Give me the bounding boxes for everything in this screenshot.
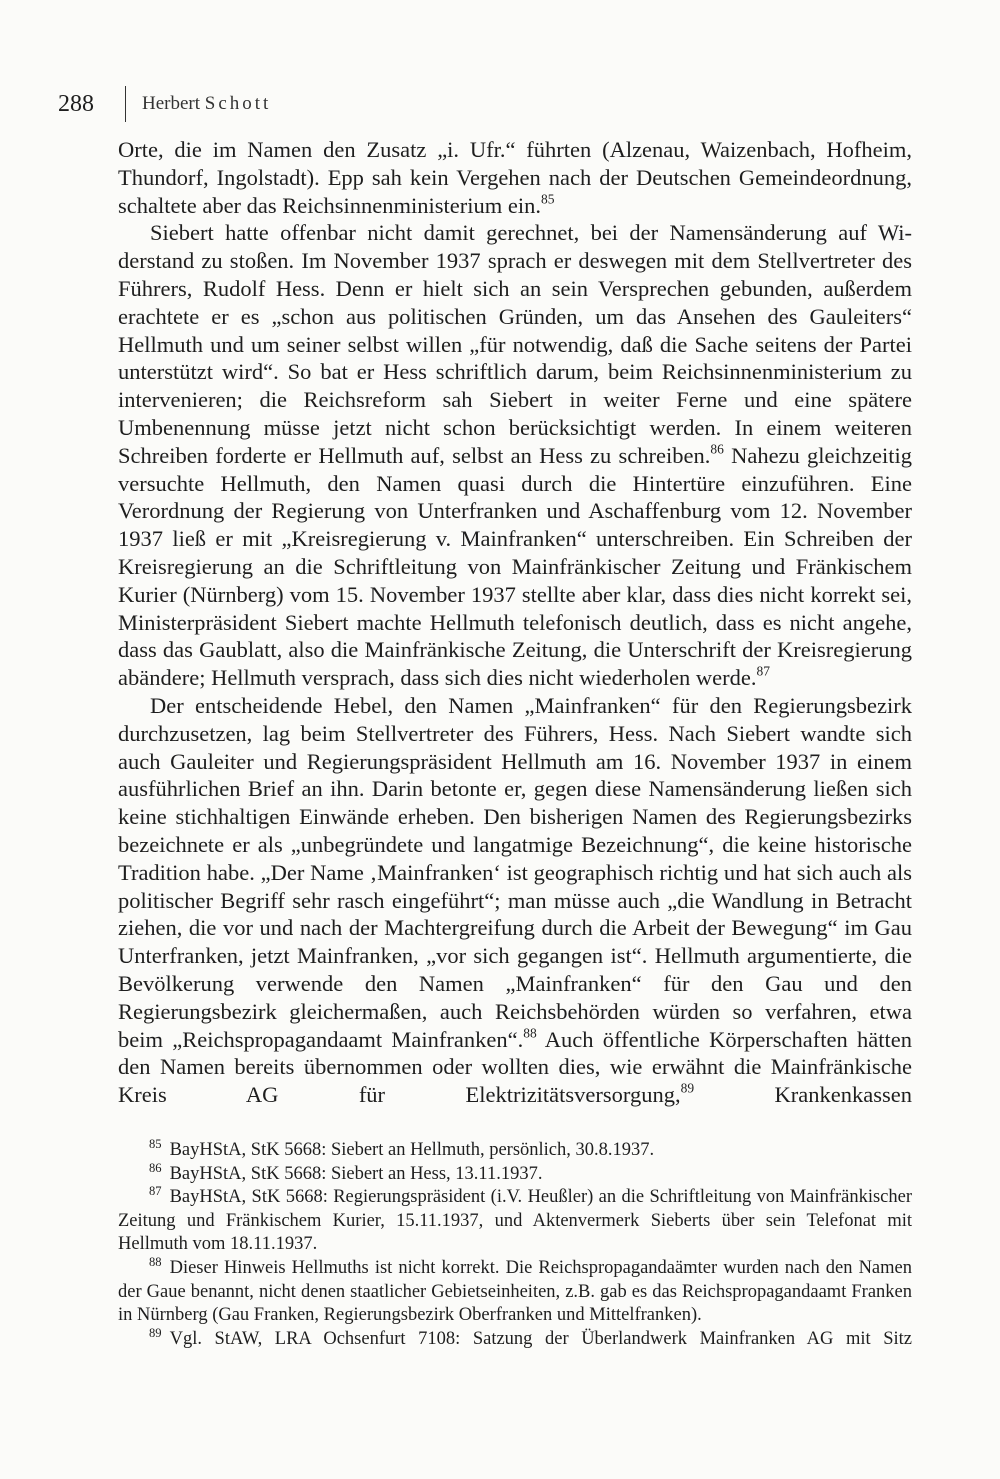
footnote-reference: 88 [523,1025,537,1041]
footnote-reference: 86 [710,441,724,457]
paragraph [118,219,912,692]
running-header [58,84,271,124]
running-head-author [142,93,271,115]
footnote-text: Dieser Hinweis Hellmuths ist nicht korrekt. Die Reichspropagandaämter wurden nach den Namen der Gaue benannt, nicht denen staatlicher Gebietseinheiten, z.B. gab es das Reichspropagandaamt Franken in Nürnberg (Gau Franken, Regierungsbezirk Oberfranken und Mittelfranken). [118,1257,912,1326]
paragraph-text: Krankenkassen [694,1082,913,1108]
footnote-reference: 89 [680,1080,695,1096]
footnote-number: 88 [149,1255,162,1270]
footnote-reference: 85 [541,191,555,207]
footnote-text: Vgl. StAW, LRA Ochsenfurt 7108: Satzung der Überlandwerk Mainfranken AG mit Sitz [169,1328,912,1349]
author-last-name: Schott [204,93,272,114]
footnotes [118,1139,912,1351]
footnote [118,1139,912,1163]
author-first-name: Herbert [142,93,201,114]
paragraph-text: Der entscheidende Hebel, den Namen „Mainfranken“ für den Regierungsbezirk durchzusetzen, lag beim Stellvertreter des Führers, Hess. Nach Siebert wandte sich auch Gauleiter und Regierungspräsident Hellmuth am 16. November 1937 in einem ausführlichen Brief an ihn. Darin betonte er, gegen diese Namensänderung ließen sich keine stichhaltigen Einwände erheben. Den bisherigen Namen des Regierungsbezirks bezeichnete er als „unbegründete und langatmige Bezeichnung“, die keine historische Tradition habe. „Der Name ‚Mainfranken‘ ist geographisch richtig und hat sich auch als politischer Begriff sehr rasch eingeführt“; man müsse auch „die Wandlung in Betracht ziehen, die vor und nach der Machtergreifung durch die Arbeit der Bewegung“ im Gau Unterfranken, jetzt Mainfranken, „vor sich gegangen ist“. Hellmuth argumentierte, die Bevölkerung verwende den Namen „Mainfranken“ für den Gau und den Regierungsbezirk gleichermaßen, auch Reichsbehörden würden so verfahren, etwa beim „Reichspropagandaamt Mainfranken“. [118,692,912,1052]
footnote-number: 87 [149,1184,162,1199]
footnote [118,1160,912,1187]
footnote [118,1257,912,1328]
main-text [118,136,912,1109]
footnote-text: BayHStA, StK 5668: Siebert an Hess, 13.11.1937. [169,1163,543,1184]
paragraph-text: Siebert hatte offenbar nicht damit gerechnet, bei der Namensänderung auf Widerstand zu stoßen. Im November 1937 sprach er deswegen mit dem Stellvertreter des Führers, Rudolf Hess. Denn er hielt sich an sein Versprechen gebunden, außerdem erachtete er es „schon aus politischen Gründen, um das Ansehen des Gauleiters“ Hellmuth und um seiner selbst willen „für notwendig, daß die Sache seitens der Partei unterstützt wird“. So bat er Hess schriftlich darum, beim Reichsinnenministerium zu intervenieren; die Reichsreform sah Siebert in weiter Ferne und eine spätere Umbenennung müsse jetzt nicht schon berücksichtigt werden. In einem weiteren Schreiben forderte er Hellmuth auf, selbst an Hess zu schreiben. [118,220,912,468]
footnote [118,1325,912,1352]
footnote [118,1186,912,1257]
footnote-number: 85 [149,1137,162,1152]
footnote-text: BayHStA, StK 5668: Regierungspräsident (i.V. Heußler) an die Schriftleitung von Mainfränkischer Zeitung und Fränkischem Kurier, 15.11.1937, und Aktenvermerk Sieberts über sein Telefonat mit Hellmuth vom 18.11.1937. [118,1187,912,1255]
paragraph-text: Orte, die im Namen den Zusatz „i. Ufr.“ führten (Alzenau, Waizenbach, Hofheim, Thundorf, Ingolstadt). Epp sah kein Vergehen nach der Deutschen Gemeindeordnung, schaltete aber das Reichsinnenministerium ein. [118,137,912,218]
footnote-reference: 87 [756,663,771,679]
footnote-number: 86 [149,1160,162,1175]
footnote-text: BayHStA, StK 5668: Siebert an Hellmuth, persönlich, 30.8.1937. [169,1140,655,1160]
footnote-number: 89 [149,1325,162,1340]
paragraph-text: Auch öffentliche Körperschaften hätten den Namen bereits übernommen oder wollten dies, wie erwähnt die Mainfränkische Kreis AG für Elektrizitätsversorgung, [118,1026,912,1108]
paragraph [118,136,912,219]
header-divider [125,86,126,122]
paragraph-text: Nahezu gleichzeitig versuchte Hellmuth, den Namen quasi durch die Hintertüre einzuführen. Eine Verordnung der Regierung von Unterfranken und Aschaffenburg vom 12. November 1937 ließ er mit „Kreisregierung v. Mainfranken“ unterschreiben. Ein Schreiben der Kreisregierung an die Schriftleitung von Mainfränkischer Zeitung und Fränkischem Kurier (Nürnberg) vom 15. November 1937 stellte aber klar, dass dies nicht korrekt sei, Ministerpräsident Siebert machte Hellmuth telefonisch deutlich, dass es nicht angehe, dass das Gaublatt, also die Mainfränkische Zeitung, die Unterschrift der Kreisregierung abändere; Hellmuth versprach, dass sich dies nicht wiederholen werde. [118,442,912,691]
paragraph [118,692,912,1109]
page-number: 288 [58,90,94,117]
